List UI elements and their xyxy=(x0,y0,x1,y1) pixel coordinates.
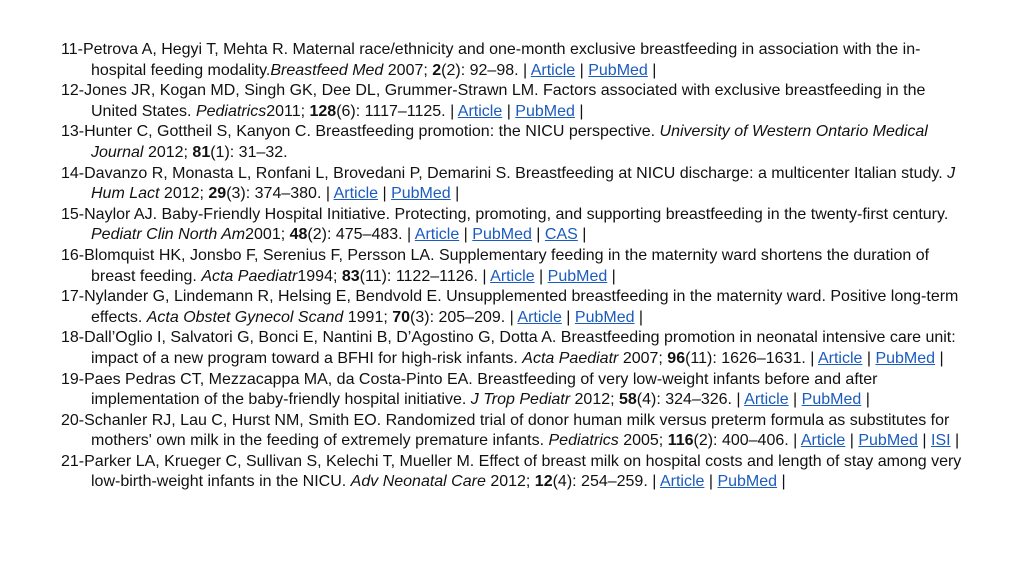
ref-year: 2011 xyxy=(266,102,301,120)
ref-title: Randomized trial of donor human milk versus preterm formula as substitutes for mothers' own milk in the feeding of extremely premature infants. xyxy=(91,411,950,450)
cas-link[interactable]: CAS xyxy=(544,226,578,244)
ref-number: 15 xyxy=(61,205,79,223)
pubmed-link[interactable]: PubMed xyxy=(391,185,451,203)
ref-year: 2005 xyxy=(623,432,659,450)
ref-year: 2012 xyxy=(147,143,184,161)
ref-authors: Naylor AJ. xyxy=(84,205,158,223)
ref-title: Breastfeeding at NICU discharge: a multicenter Italian study. xyxy=(515,164,943,182)
ref-year: 2012 xyxy=(574,391,611,409)
ref-issue-pages: (3): 374–380. xyxy=(226,185,322,203)
ref-number: 20 xyxy=(61,411,79,429)
ref-number: 14 xyxy=(61,164,79,182)
reference-item: 11-Petrova A, Hegyi T, Mehta R. Maternal race/ethnicity and one-month exclusive breastfeeding in association with the in-hospital feeding modality.Breastfeed Med 2007; 2(2): 92–98. | Article | PubMed | xyxy=(61,41,921,79)
ref-issue-pages: (11): 1122–1126. xyxy=(359,267,478,285)
ref-year: 2007 xyxy=(387,61,424,79)
ref-title: Maternal race/ethnicity and one-month exclusive breastfeeding in association with the in-hospital feeding modality. xyxy=(91,41,921,79)
ref-year: 2012 xyxy=(490,473,526,491)
ref-volume: 70 xyxy=(392,308,411,326)
ref-authors: Schanler RJ, Lau C, Hurst NM, Smith EO. xyxy=(84,411,382,429)
reference-item: 21-Parker LA, Krueger C, Sullivan S, Kelechi T, Mueller M. Effect of breast milk on hospital costs and length of stay among very low-birth-weight infants in the NICU. Adv Neonatal Care 2012; 12(4): 254–259. | Article | PubMed | xyxy=(61,452,962,491)
article-link[interactable]: Article xyxy=(517,308,562,326)
pubmed-link[interactable]: PubMed xyxy=(547,267,608,285)
ref-volume: 58 xyxy=(619,391,637,409)
ref-volume: 2 xyxy=(432,61,442,79)
ref-issue-pages: (4): 254–259. xyxy=(552,473,648,491)
ref-number: 13 xyxy=(61,123,79,141)
reference-item: 17-Nylander G, Lindemann R, Helsing E, Bendvold E. Unsupplemented breastfeeding in the maternity ward. Positive long-term effects. Acta Obstet Gynecol Scand 1991; 70(3): 205–209. | Article | PubMed | xyxy=(61,288,959,326)
reference-item: 14-Davanzo R, Monasta L, Ronfani L, Brovedani P, Demarini S. Breastfeeding at NICU discharge: a multicenter Italian study. J Hum Lact 2012; 29(3): 374–380. | Article | PubMed | xyxy=(61,164,956,203)
ref-journal: Acta Obstet Gynecol Scand xyxy=(146,308,344,326)
ref-number: 17 xyxy=(61,288,79,306)
ref-volume: 29 xyxy=(208,185,227,203)
pubmed-link[interactable]: PubMed xyxy=(515,102,575,120)
reference-item: 19-Paes Pedras CT, Mezzacappa MA, da Costa-Pinto EA. Breastfeeding of very low-weight infants before and after implementation of the baby-friendly hospital initiative. J Trop Pediatr 2012; 58(4): 324–326. | Article | PubMed | xyxy=(61,370,878,409)
ref-number: 21 xyxy=(61,452,79,470)
ref-issue-pages: (11): 1626–1631. xyxy=(685,349,806,367)
article-link[interactable]: Article xyxy=(333,185,379,203)
ref-authors: Paes Pedras CT, Mezzacappa MA, da Costa-Pinto EA. xyxy=(84,370,473,388)
ref-authors: Parker LA, Krueger C, Sullivan S, Kelechi T, Mueller M. xyxy=(84,452,475,470)
reference-item: 16-Blomquist HK, Jonsbo F, Serenius F, Persson LA. Supplementary feeding in the maternity ward shortens the duration of breast feeding. Acta Paediatr1994; 83(11): 1122–1126. | Article | PubMed | xyxy=(61,246,930,285)
ref-authors: Dall’Oglio I, Salvatori G, Bonci E, Nantini B, D’Agostino G, Dotta A. xyxy=(84,329,557,347)
ref-volume: 116 xyxy=(667,432,694,450)
pubmed-link[interactable]: PubMed xyxy=(588,61,648,79)
ref-number: 19 xyxy=(61,370,79,388)
ref-title: Breastfeeding promotion in neonatal intensive care unit: impact of a new program toward a BFHI for high-risk infants. xyxy=(91,329,956,367)
ref-number: 18 xyxy=(61,329,79,347)
ref-issue-pages: (3): 205–209. xyxy=(410,308,506,326)
pubmed-link[interactable]: PubMed xyxy=(717,473,778,491)
isi-link[interactable]: ISI xyxy=(931,432,951,450)
ref-journal: Breastfeed Med xyxy=(270,61,384,79)
ref-number: 12 xyxy=(61,82,79,100)
ref-title: Breastfeeding of very low-weight infants before and after implementation of the baby-friendly hospital initiative. xyxy=(91,370,878,409)
ref-journal: Pediatr Clin North Am xyxy=(91,226,246,244)
ref-number: 16 xyxy=(61,246,79,264)
ref-title: Breastfeeding promotion: the NICU perspective. xyxy=(315,123,656,141)
reference-item: 18-Dall’Oglio I, Salvatori G, Bonci E, Nantini B, D’Agostino G, Dotta A. Breastfeeding promotion in neonatal intensive care unit: impact of a new program toward a BFHI for high-risk infants. Acta Paediatr 2007; 96(11): 1626–1631. | Article | PubMed | xyxy=(61,329,956,367)
ref-journal: J Trop Pediatr xyxy=(470,391,571,409)
article-link[interactable]: Article xyxy=(817,349,863,367)
ref-authors: Nylander G, Lindemann R, Helsing E, Bendvold E. xyxy=(84,288,442,306)
ref-volume: 96 xyxy=(667,349,686,367)
ref-title: Unsupplemented breastfeeding in the maternity ward. Positive long-term effects. xyxy=(91,288,959,326)
article-link[interactable]: Article xyxy=(744,391,789,409)
article-link[interactable]: Article xyxy=(457,102,503,120)
pubmed-link[interactable]: PubMed xyxy=(875,349,936,367)
ref-title: Effect of breast milk on hospital costs and length of stay among very low-birth-weight infants in the NICU. xyxy=(91,452,962,491)
ref-volume: 128 xyxy=(309,102,337,120)
ref-year: 2012 xyxy=(163,185,200,203)
ref-year: 2001 xyxy=(245,226,281,244)
ref-issue-pages: (6): 1117–1125. xyxy=(336,102,446,120)
ref-title: Baby-Friendly Hospital Initiative. Protecting, promoting, and supporting breastfeeding in the twenty-first century. xyxy=(161,205,949,223)
ref-journal: J Hum Lact xyxy=(91,164,956,203)
ref-title: Supplementary feeding in the maternity ward shortens the duration of breast feeding. xyxy=(91,246,930,285)
ref-issue-pages: (1): 31–32. xyxy=(210,143,288,161)
ref-issue-pages: (2): 475–483. xyxy=(307,226,403,244)
ref-journal: Pediatrics xyxy=(548,432,619,450)
ref-year: 1994 xyxy=(297,267,333,285)
pubmed-link[interactable]: PubMed xyxy=(858,432,918,450)
ref-title: Factors associated with exclusive breastfeeding in the United States. xyxy=(91,82,926,120)
reference-item: 20-Schanler RJ, Lau C, Hurst NM, Smith EO. Randomized trial of donor human milk versus preterm formula as substitutes for mothers' own milk in the feeding of extremely premature infants. Pediatrics 2005; 116(2): 400–406. | Article | PubMed | ISI | xyxy=(61,411,960,450)
article-link[interactable]: Article xyxy=(414,226,460,244)
reference-list xyxy=(61,40,967,493)
ref-authors: Davanzo R, Monasta L, Ronfani L, Brovedani P, Demarini S. xyxy=(84,164,511,182)
pubmed-link[interactable]: PubMed xyxy=(472,226,532,244)
ref-authors: Petrova A, Hegyi T, Mehta R. xyxy=(82,41,289,58)
ref-year: 2007 xyxy=(622,349,659,367)
ref-authors: Jones JR, Kogan MD, Singh GK, Dee DL, Grummer-Strawn LM. xyxy=(84,82,539,100)
ref-volume: 83 xyxy=(341,267,360,285)
article-link[interactable]: Article xyxy=(659,473,705,491)
ref-issue-pages: (2): 92–98. xyxy=(441,61,519,79)
ref-issue-pages: (4): 324–326. xyxy=(636,391,732,409)
ref-number: 11 xyxy=(61,41,78,58)
ref-journal: Acta Paediatr xyxy=(522,349,619,367)
ref-year: 1991 xyxy=(347,308,384,326)
ref-journal: Acta Paediatr xyxy=(201,267,298,285)
ref-authors: Blomquist HK, Jonsbo F, Serenius F, Persson LA. xyxy=(84,246,435,264)
pubmed-link[interactable]: PubMed xyxy=(801,391,862,409)
ref-journal: University of Western Ontario Medical Journal xyxy=(91,123,928,161)
ref-journal: Pediatrics xyxy=(195,102,267,120)
ref-volume: 81 xyxy=(192,143,211,161)
ref-journal: Adv Neonatal Care xyxy=(350,473,486,491)
reference-item: 15-Naylor AJ. Baby-Friendly Hospital Initiative. Protecting, promoting, and supporting breastfeeding in the twenty-first century. Pediatr Clin North Am2001; 48(2): 475–483. | Article | PubMed | CAS | xyxy=(61,205,949,244)
pubmed-link[interactable]: PubMed xyxy=(574,308,635,326)
ref-volume: 12 xyxy=(534,473,553,491)
ref-volume: 48 xyxy=(289,226,308,244)
reference-item: 13-Hunter C, Gottheil S, Kanyon C. Breastfeeding promotion: the NICU perspective. University of Western Ontario Medical Journal 2012; 81(1): 31–32. xyxy=(61,123,928,161)
ref-issue-pages: (2): 400–406. xyxy=(693,432,789,450)
ref-authors: Hunter C, Gottheil S, Kanyon C. xyxy=(84,123,311,141)
article-link[interactable]: Article xyxy=(530,61,576,79)
article-link[interactable]: Article xyxy=(800,432,846,450)
article-link[interactable]: Article xyxy=(490,267,535,285)
reference-item: 12-Jones JR, Kogan MD, Singh GK, Dee DL, Grummer-Strawn LM. Factors associated with exclusive breastfeeding in the United States. Pediatrics2011; 128(6): 1117–1125. | Article | PubMed | xyxy=(61,82,926,120)
